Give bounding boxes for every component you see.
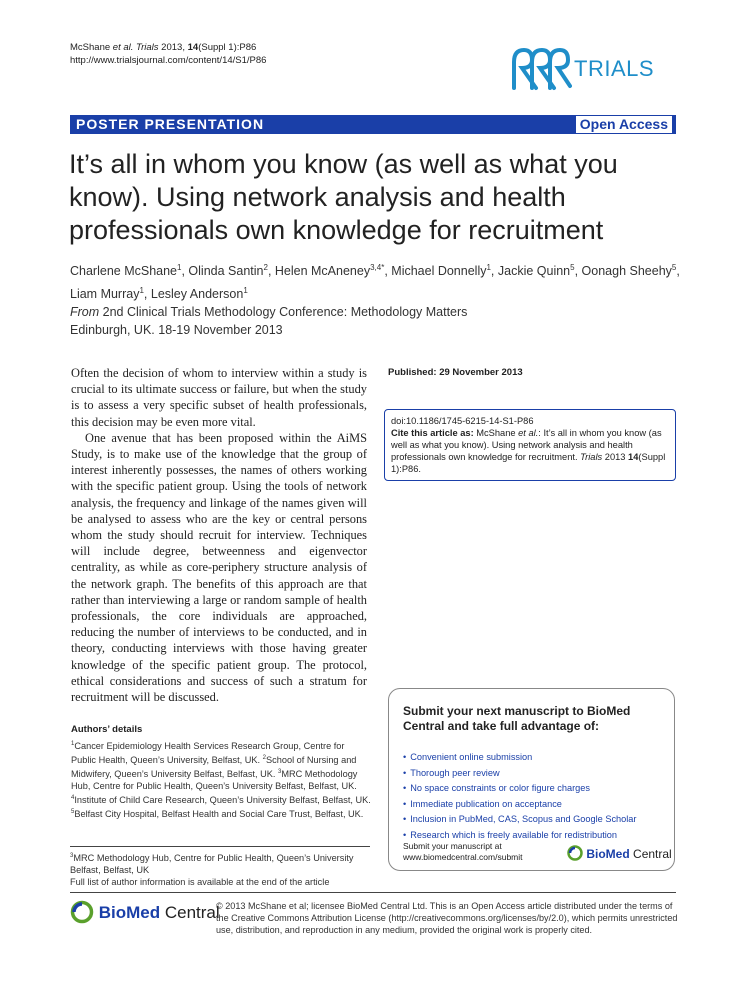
cite-label: Cite this article as:: [391, 428, 474, 438]
submit-info: Submit your manuscript at www.biomedcentral.com/submit: [403, 841, 523, 862]
poster-banner: [70, 115, 676, 134]
list-item: • No space constraints or color figure charges: [403, 781, 660, 797]
correspondence-footnote: $^3$MRC Methodology Hub, Centre for Public Health, Queen’s University Belfast, Belfast, UK Full list of author information is available at the end of the article: [70, 853, 354, 888]
conference-info: From 2nd Clinical Trials Methodology Conference: Methodology Matters Edinburgh, UK. 18-19 November 2013: [70, 305, 468, 337]
submission-advert: [388, 688, 675, 871]
open-access-badge: Open Access: [576, 116, 672, 133]
author-list: Charlene McShane$^1$, Olinda Santin$^2$, Helen McAneney$^{3,4*}$, Michael Donnelly$^1$, Jackie Quinn$^5$, Oonagh Sheehy$^5$, Liam Murray$^1$, Lesley Anderson$^1$: [70, 263, 680, 302]
abstract-paragraph: One avenue that has been proposed within the AiMS Study, is to make use of the knowledge that the group of interest inherently possesses, the names of others working with the specific patient group. Using the tools of network analysis, the frequency and linkage of the names given will be analysed to assess who are the key or central persons whom the study should recruit for interview. Techniques will include degree, betweenness and eigenvector centrality, as while as core-periphery structure analysis of the network graph. The benefits of this approach are that rather than interviewing a large or random sample of health professionals, the core individuals are approached, reducing the number of interviews to be conducted, and in theory, conducting interviews with those having greater knowledge of the specific patient group. The protocol, ethical considerations and success of such a stratum for recruitment will be discussed.: [71, 430, 367, 705]
abstract-paragraph: Often the decision of whom to interview within a study is crucial to its ultimate success or failure, but when the study is to assess a very specific subset of health professionals, this decision may be even more vital.: [71, 366, 367, 429]
copyright-notice: © 2013 McShane et al; licensee BioMed Central Ltd. This is an Open Access article distributed under the terms of the Creative Commons Attribution License (http://creativecommons.org/licenses/by/2.0), which permits unrestricted use, distribution, and reproduction in any medium, provided the original work is properly cited.: [216, 901, 678, 935]
article-url[interactable]: http://www.trialsjournal.com/content/14/S1/P86: [70, 55, 267, 66]
list-item: • Inclusion in PubMed, CAS, Scopus and Google Scholar: [403, 812, 660, 828]
list-item: • Research which is freely available for redistribution: [403, 828, 660, 844]
running-citation: McShane et al. Trials 2013, 14(Suppl 1):P86: [70, 42, 257, 53]
biomed-logo-icon: [70, 900, 94, 924]
authors-details: Authors’ details $^1$Cancer Epidemiology Health Services Research Group, Centre for Public Health, Queen’s University, Belfast, UK. $^2$School of Nursing and Midwifery, Queen’s University Belfast, Belfast, UK. $^3$MRC Methodology Hub, Centre for Public Health, Queen’s University Belfast, Belfast, UK. $^4$Institute of Child Care Research, Queen’s University Belfast, Belfast, UK. $^5$Belfast City Hospital, Belfast Health and Social Care Trust, Belfast, UK.: [71, 724, 371, 820]
trials-logo-icon: [506, 42, 572, 92]
abstract-body: [71, 365, 367, 705]
advert-benefits: [403, 750, 660, 844]
list-item: • Thorough peer review: [403, 766, 660, 782]
doi: doi:10.1186/1745-6215-14-S1-P86: [391, 416, 534, 426]
trials-logo: [506, 42, 676, 94]
submit-link[interactable]: www.biomedcentral.com/submit: [403, 852, 523, 862]
biomed-logo-icon: [567, 845, 583, 861]
footer-divider: [70, 892, 676, 893]
advert-title: Submit your next manuscript to BioMed Central and take full advantage of:: [403, 704, 631, 733]
article-type-label: POSTER PRESENTATION: [76, 116, 265, 132]
footnote-divider: [70, 846, 370, 847]
article-title: It’s all in whom you know (as well as what you know). Using network analysis and health professionals own knowledge for recruitment: [69, 149, 618, 245]
list-item: • Convenient online submission: [403, 750, 660, 766]
trials-logo-text: TRIALS: [574, 56, 655, 81]
biomed-central-logo: BioMed Central: [70, 900, 220, 924]
list-item: • Immediate publication on acceptance: [403, 797, 660, 813]
published-date: Published: 29 November 2013: [388, 367, 523, 378]
biomed-logo-small: BioMed Central: [567, 845, 672, 861]
authors-details-heading: Authors’ details: [71, 724, 143, 735]
citation-box: doi:10.1186/1745-6215-14-S1-P86 Cite this article as: McShane et al.: It’s all in whom you know (as well as what you know). Using network analysis and health professionals own knowledge for recruitment. Trials 2013 14(Suppl 1):P86.: [384, 409, 676, 481]
